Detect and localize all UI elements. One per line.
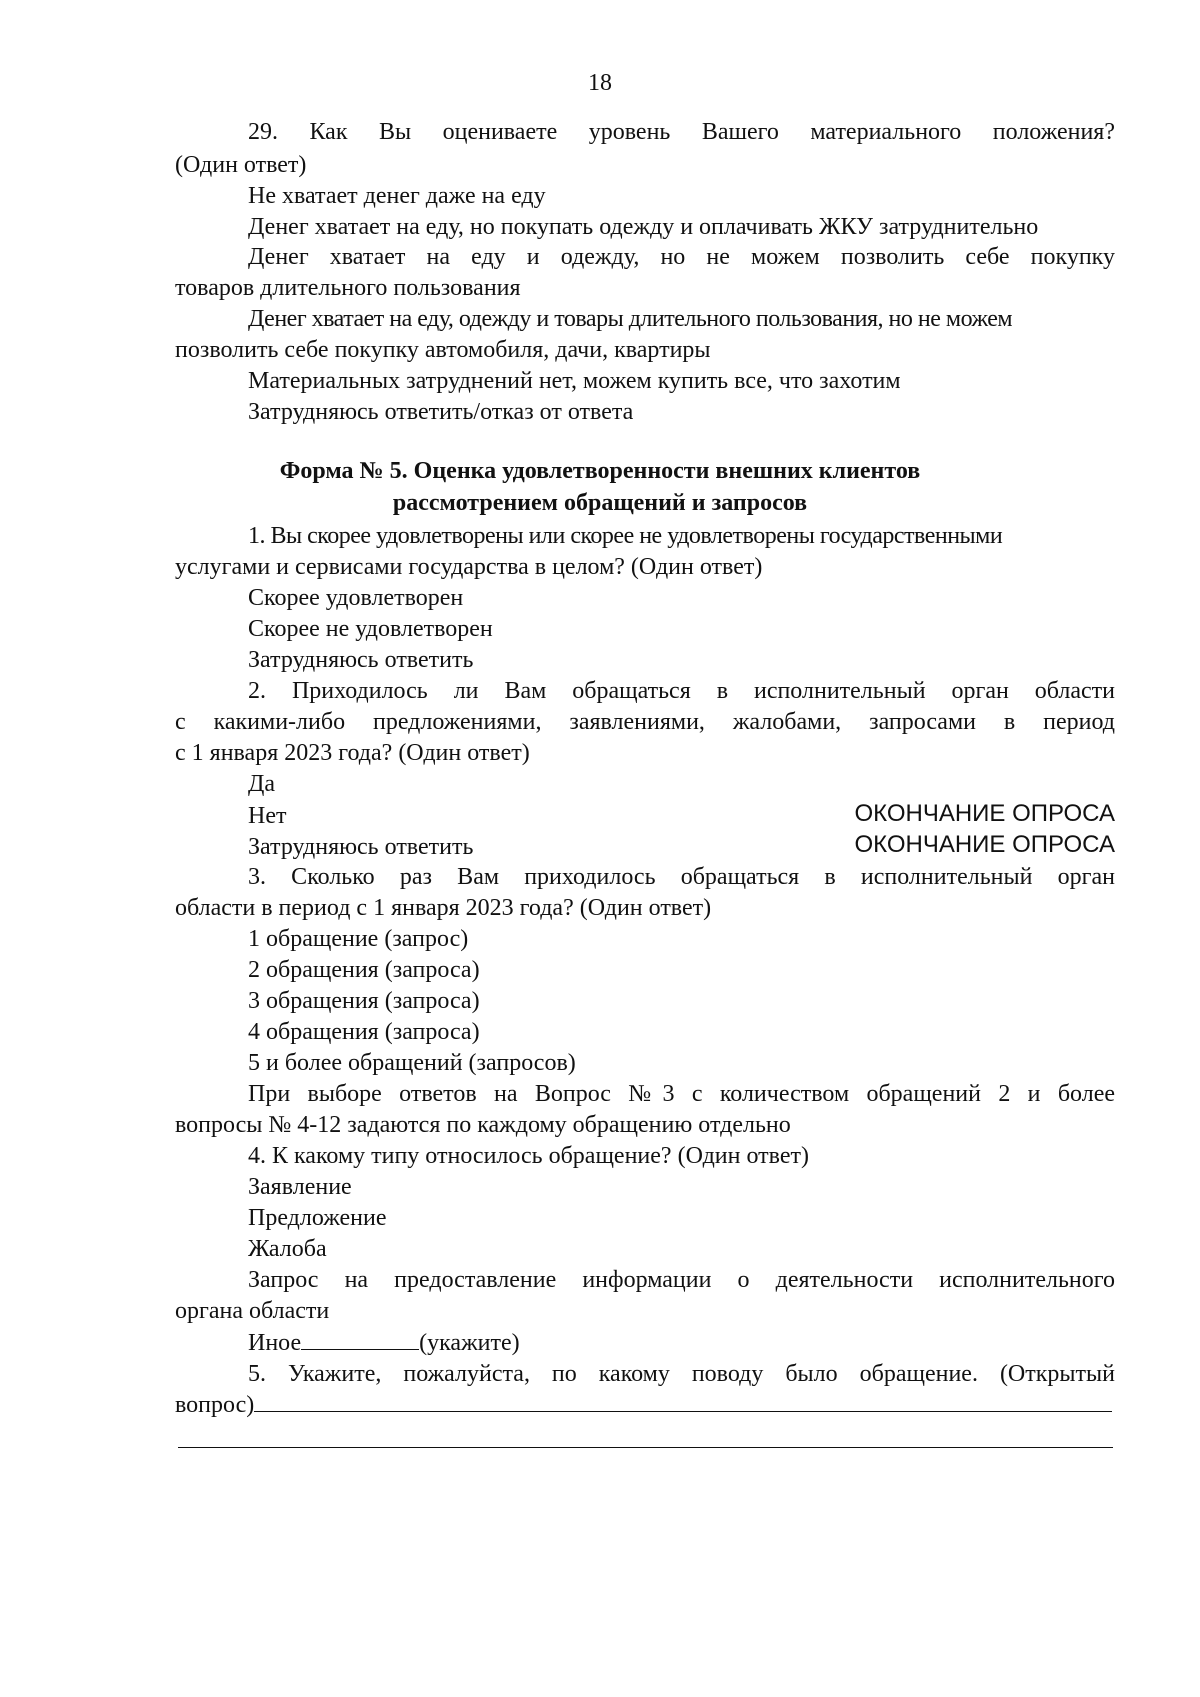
q29-option-6: Затрудняюсь ответить/отказ от ответа bbox=[248, 399, 634, 425]
q1-text-line1: 1. Вы скорее удовлетворены или скорее не удовлетворены государственными bbox=[248, 523, 1003, 549]
q5-text-line2-label: вопрос) bbox=[175, 1392, 255, 1418]
q1-text-line2: услугами и сервисами государства в целом? (Один ответ) bbox=[175, 554, 763, 580]
q29-option-4-line1: Денег хватает на еду, одежду и товары длительного пользования, но не можем bbox=[248, 306, 1013, 332]
q5-answer-blank-2 bbox=[178, 1447, 1113, 1448]
q29-option-3-line2: товаров длительного пользования bbox=[175, 275, 521, 301]
page-number: 18 bbox=[588, 70, 612, 96]
q29-option-1: Не хватает денег даже на еду bbox=[248, 183, 546, 209]
q2-option-3-end-note: ОКОНЧАНИЕ ОПРОСА bbox=[854, 831, 1115, 858]
q1-option-2: Скорее не удовлетворен bbox=[248, 616, 493, 642]
q3-option-5: 5 и более обращений (запросов) bbox=[248, 1050, 576, 1076]
q5-answer-blank-1 bbox=[254, 1389, 1112, 1412]
q1-option-3: Затрудняюсь ответить bbox=[248, 647, 474, 673]
q4-option-5-blank bbox=[301, 1327, 419, 1350]
q3-text-line2: области в период с 1 января 2023 года? (Один ответ) bbox=[175, 895, 712, 921]
q4-option-4-line2: органа области bbox=[175, 1298, 330, 1324]
q29-text-line1: 29. Как Вы оцениваете уровень Вашего материального положения? bbox=[248, 119, 1115, 145]
q2-option-3: Затрудняюсь ответить bbox=[248, 834, 474, 860]
q2-text-line2: с какими-либо предложениями, заявлениями, жалобами, запросами в период bbox=[175, 709, 1115, 735]
q3-text-line1: 3. Сколько раз Вам приходилось обращаться в исполнительный орган bbox=[248, 864, 1115, 890]
q5-text-line2 bbox=[175, 1389, 1115, 1422]
q4-option-2: Предложение bbox=[248, 1205, 387, 1231]
q3-option-4: 4 обращения (запроса) bbox=[248, 1019, 480, 1045]
q4-text-line1: 4. К какому типу относилось обращение? (Один ответ) bbox=[248, 1143, 809, 1169]
q2-option-1: Да bbox=[248, 771, 276, 797]
q3-option-3: 3 обращения (запроса) bbox=[248, 988, 480, 1014]
form5-title-line1: Форма № 5. Оценка удовлетворенности внешних клиентов bbox=[279, 458, 921, 484]
q29-option-4-line2: позволить себе покупку автомобиля, дачи, квартиры bbox=[175, 337, 711, 363]
q1-option-1: Скорее удовлетворен bbox=[248, 585, 464, 611]
q29-text-line2: (Один ответ) bbox=[175, 152, 307, 178]
form5-title-line2: рассмотрением обращений и запросов bbox=[392, 490, 808, 516]
q29-option-5: Материальных затруднений нет, можем купить все, что захотим bbox=[248, 368, 901, 394]
q5-text-line1: 5. Укажите, пожалуйста, по какому поводу было обращение. (Открытый bbox=[248, 1361, 1115, 1387]
q3-note-line2: вопросы № 4-12 задаются по каждому обращению отдельно bbox=[175, 1112, 791, 1138]
q4-option-1: Заявление bbox=[248, 1174, 352, 1200]
q29-option-2: Денег хватает на еду, но покупать одежду и оплачивать ЖКУ затруднительно bbox=[248, 214, 1039, 240]
q3-option-1: 1 обращение (запрос) bbox=[248, 926, 469, 952]
q2-option-2: Нет bbox=[248, 803, 287, 829]
q29-option-3-line1: Денег хватает на еду и одежду, но не можем позволить себе покупку bbox=[248, 244, 1115, 270]
q4-option-5 bbox=[248, 1327, 1115, 1360]
q2-option-2-end-note: ОКОНЧАНИЕ ОПРОСА bbox=[854, 800, 1115, 827]
q4-option-5-hint: (укажите) bbox=[419, 1330, 520, 1356]
q4-option-5-label: Иное bbox=[248, 1330, 302, 1356]
q2-text-line3: с 1 января 2023 года? (Один ответ) bbox=[175, 740, 530, 766]
q4-option-4-line1: Запрос на предоставление информации о деятельности исполнительного bbox=[248, 1267, 1115, 1293]
q4-option-3: Жалоба bbox=[248, 1236, 327, 1262]
q3-option-2: 2 обращения (запроса) bbox=[248, 957, 480, 983]
q2-text-line1: 2. Приходилось ли Вам обращаться в исполнительный орган области bbox=[248, 678, 1115, 704]
q3-note-line1: При выборе ответов на Вопрос №3 с количеством обращений 2 и более bbox=[248, 1081, 1115, 1107]
